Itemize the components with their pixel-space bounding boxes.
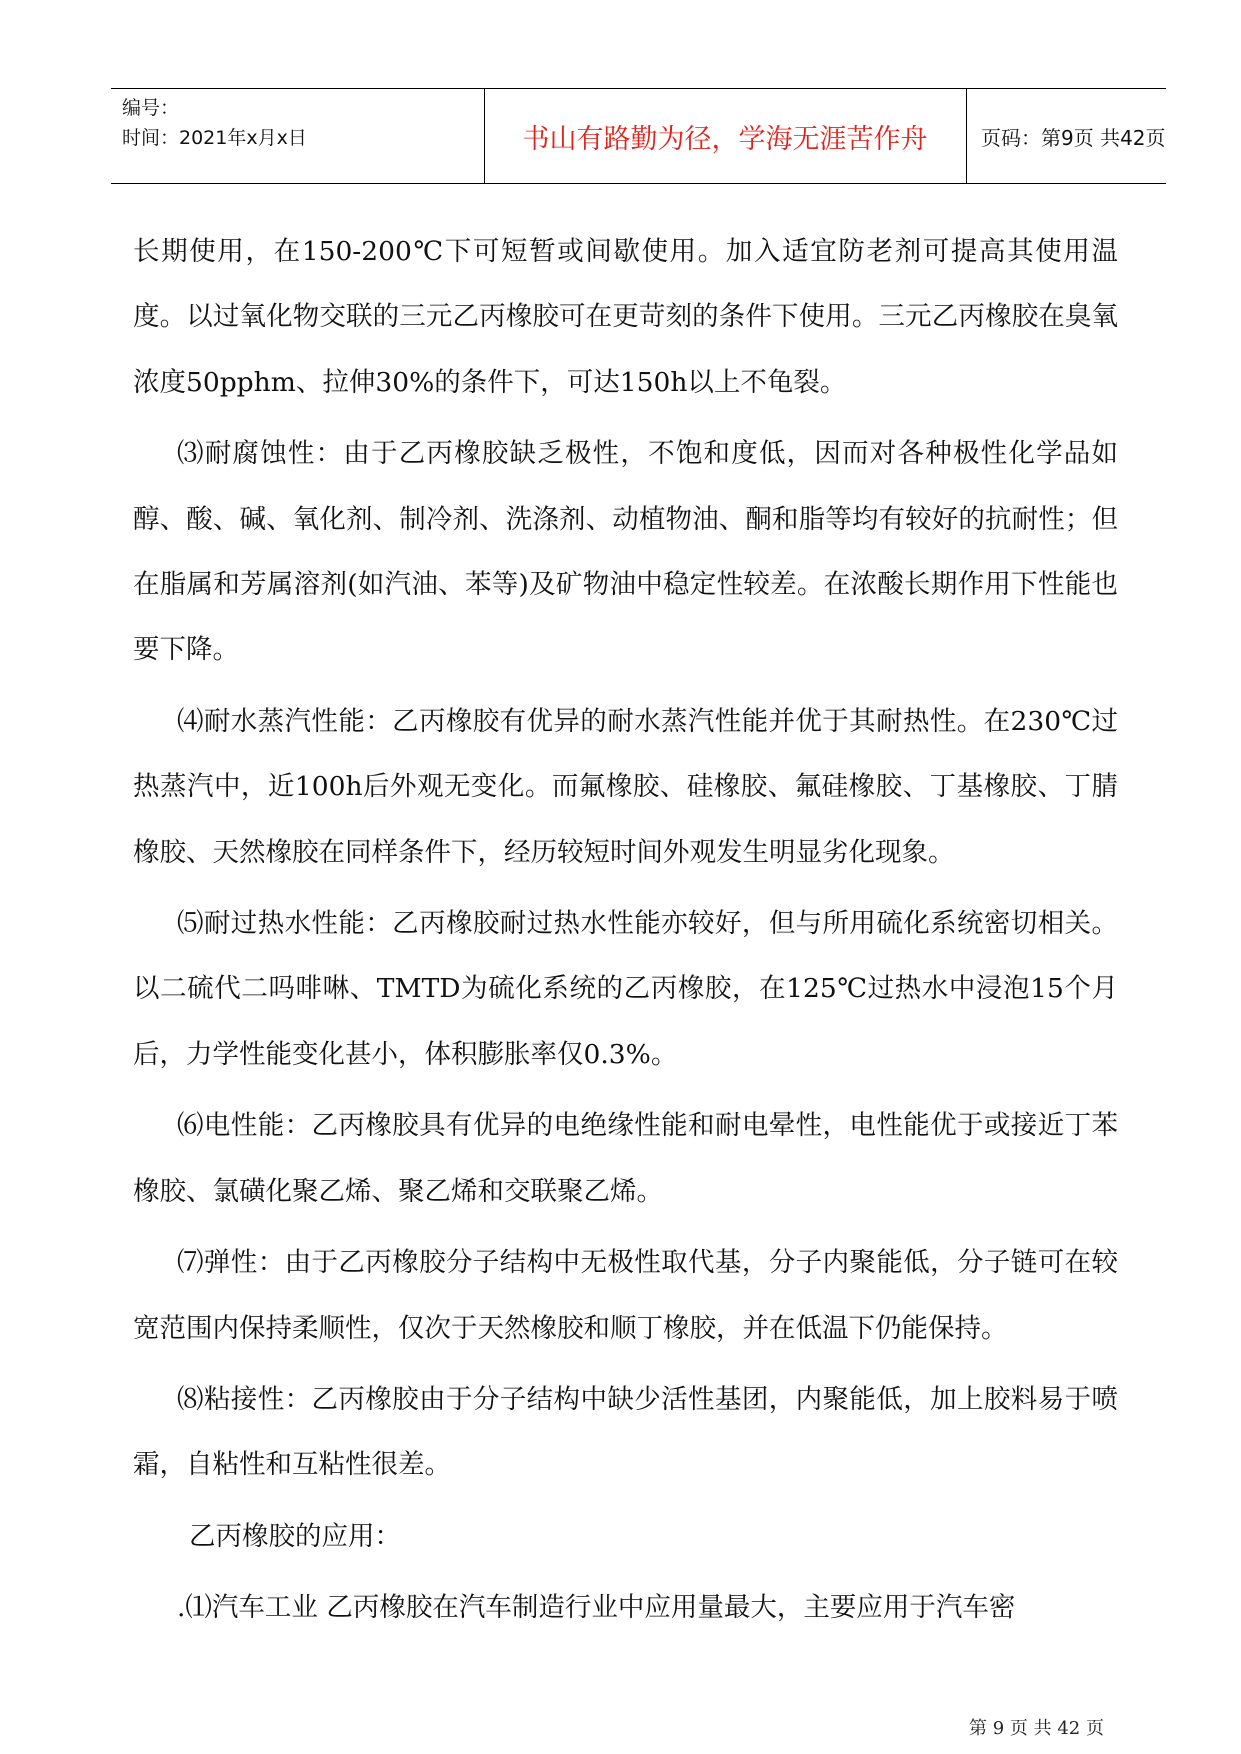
body-text	[133, 219, 1118, 1641]
page-header	[111, 88, 1166, 184]
header-page-label: 页码：第9页 共42页	[981, 125, 1166, 150]
paragraph-steam: ⑷耐水蒸汽性能：乙丙橡胶有优异的耐水蒸汽性能并优于其耐热性。在230℃过热蒸汽中，近100h后外观无变化。而氟橡胶、硅橡胶、氟硅橡胶、丁基橡胶、丁腈橡胶、天然橡胶在同样条件下，经历较短时间外观发生明显劣化现象。	[133, 705, 1118, 868]
paragraph-elasticity: ⑺弹性：由于乙丙橡胶分子结构中无极性取代基，分子内聚能低，分子链可在较宽范围内保持柔顺性，仅次于天然橡胶和顺丁橡胶，并在低温下仍能保持。	[133, 1247, 1118, 1344]
paragraph-automotive: .⑴汽车工业 乙丙橡胶在汽车制造行业中应用量最大，主要应用于汽车密	[177, 1592, 1016, 1624]
paragraph-adhesion: ⑻粘接性：乙丙橡胶由于分子结构中缺少活性基团，内聚能低，加上胶料易于喷霜，自粘性和互粘性很差。	[133, 1383, 1118, 1481]
header-divider	[966, 89, 967, 183]
section-heading-applications: 乙丙橡胶的应用：	[189, 1520, 401, 1552]
doc-number-label: 编号：	[122, 97, 180, 119]
paragraph-hot-water: ⑸耐过热水性能：乙丙橡胶耐过热水性能亦较好，但与所用硫化系统密切相关。以二硫代二吗啡啉、TMTD为硫化系统的乙丙橡胶，在125℃过热水中浸泡15个月后，力学性能变化甚小，体积膨胀率仅0.3%。	[133, 908, 1118, 1070]
paragraph-corrosion: ⑶耐腐蚀性：由于乙丙橡胶缺乏极性，不饱和度低，因而对各种极性化学品如醇、酸、碱、氧化剂、制冷剂、洗涤剂、动植物油、酮和脂等均有较好的抗耐性；但在脂属和芳属溶剂(如汽油、苯等)及矿物油中稳定性较差。在浓酸长期作用下性能也要下降。	[133, 438, 1118, 666]
paragraph-electrical: ⑹电性能：乙丙橡胶具有优异的电绝缘性能和耐电晕性，电性能优于或接近丁苯橡胶、氯磺化聚乙烯、聚乙烯和交联聚乙烯。	[133, 1110, 1118, 1207]
doc-time-label: 时间：2021年x月x日	[122, 127, 307, 149]
header-motto: 书山有路勤为径，学海无涯苦作舟	[522, 123, 928, 155]
paragraph-continued: 长期使用，在150-200℃下可短暂或间歇使用。加入适宜防老剂可提高其使用温度。以过氧化物交联的三元乙丙橡胶可在更苛刻的条件下使用。三元乙丙橡胶在臭氧浓度50pphm、拉伸30%的条件下，可达150h以上不龟裂。	[133, 236, 1118, 398]
header-meta	[122, 93, 482, 153]
page-footer: 第 9 页 共 42 页	[969, 1718, 1104, 1739]
